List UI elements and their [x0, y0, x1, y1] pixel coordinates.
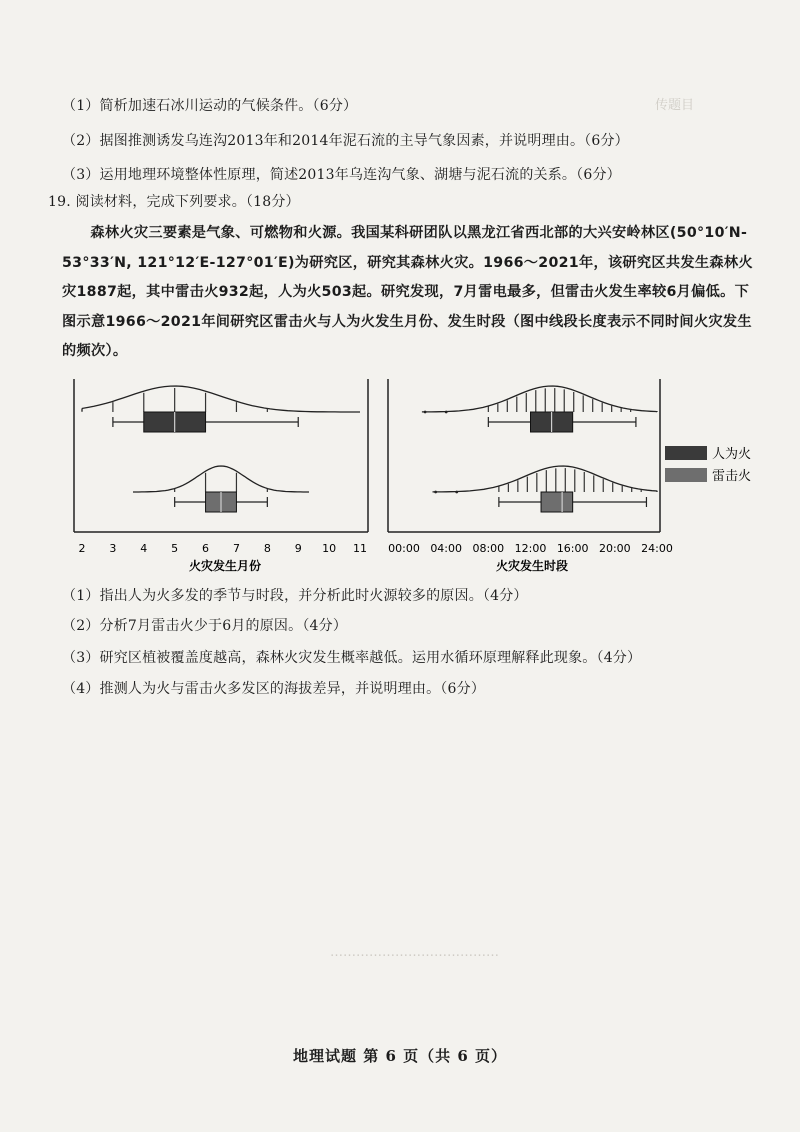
- page-footer: 地理试题 第 6 页（共 6 页）: [293, 1047, 507, 1065]
- legend-label-lightning: 雷击火: [712, 469, 752, 484]
- bleed-through-text: 传题目: [655, 98, 695, 113]
- tick-label-0-7: 9: [294, 542, 302, 555]
- question-2: （2）据图推测诱发乌连沟2013年和2014年泥石流的主导气象因素，并说明理由。（6分）: [62, 133, 629, 149]
- legend-swatch-lightning: [665, 468, 707, 482]
- outlier-1-1-0: [434, 491, 437, 494]
- tick-label-1-5: 20:00: [598, 542, 631, 555]
- tick-label-1-4: 16:00: [556, 542, 589, 555]
- question-3: （3）运用地理环境整体性原理，简述2013年乌连沟气象、湖塘与泥石流的关系。（6分）: [62, 167, 621, 183]
- question-b4: （4）推测人为火与雷击火多发区的海拔差异，并说明理由。（6分）: [62, 681, 486, 697]
- legend-swatch-human: [665, 446, 707, 460]
- tick-label-1-0: 00:00: [388, 542, 420, 555]
- tick-label-0-8: 10: [322, 542, 337, 555]
- q19-heading: 19. 阅读材料，完成下列要求。（18分）: [48, 194, 300, 210]
- question-b1: （1）指出人为火多发的季节与时段，并分析此时火源较多的原因。（4分）: [62, 588, 528, 604]
- fire-charts: [60, 374, 760, 574]
- axis-label-1: 火灾发生时段: [495, 559, 569, 573]
- freq-curve-0-1: [133, 466, 309, 492]
- question-1: （1）简析加速石冰川运动的气候条件。（6分）: [62, 98, 358, 114]
- question-b3: （3）研究区植被覆盖度越高，森林火灾发生概率越低。运用水循环原理解释此现象。（4分）: [62, 650, 642, 666]
- outlier-1-1-1: [455, 491, 458, 494]
- tick-label-0-9: 11: [353, 542, 367, 555]
- fire-charts-svg: [60, 374, 760, 574]
- legend-label-human: 人为火: [712, 447, 752, 462]
- freq-curve-1-1: [433, 466, 658, 492]
- tick-label-1-2: 08:00: [472, 542, 505, 555]
- bleed-through-text-2: …………………………………: [330, 945, 499, 960]
- hour-panel-frame: [388, 379, 660, 532]
- tick-label-0-5: 7: [232, 542, 240, 555]
- legend: [665, 446, 751, 484]
- tick-label-0-0: 2: [78, 542, 86, 555]
- tick-label-1-3: 12:00: [514, 542, 547, 555]
- question-b2: （2）分析7月雷击火少于6月的原因。（4分）: [62, 618, 348, 634]
- tick-label-0-6: 8: [263, 542, 271, 555]
- outlier-1-0-1: [445, 411, 448, 414]
- box-1-1: [541, 492, 573, 512]
- tick-label-0-1: 3: [109, 542, 117, 555]
- tick-label-0-2: 4: [140, 542, 148, 555]
- tick-label-1-6: 24:00: [641, 542, 673, 555]
- tick-label-0-4: 6: [202, 542, 210, 555]
- tick-label-1-1: 04:00: [430, 542, 463, 555]
- q19-material: 森林火灾三要素是气象、可燃物和火源。我国某科研团队以黑龙江省西北部的大兴安岭林区(50°10′N-53°33′N, 121°12′E-127°01′E)为研究区，研究其森林火灾。1966～2021年，该研究区共发生森林火灾1887起，其中雷击火932起，人为火503起。研究发现，7月雷电最多，但雷击火发生率较6月偏低。下图示意1966～2021年间研究区雷击火与人为火发生月份、发生时段（图中线段长度表示不同时间火灾发生的频次）。: [62, 225, 753, 359]
- tick-label-0-3: 5: [171, 542, 179, 555]
- outlier-1-0-0: [424, 411, 427, 414]
- axis-label-0: 火灾发生月份: [188, 559, 262, 573]
- freq-curve-0-0: [82, 386, 360, 412]
